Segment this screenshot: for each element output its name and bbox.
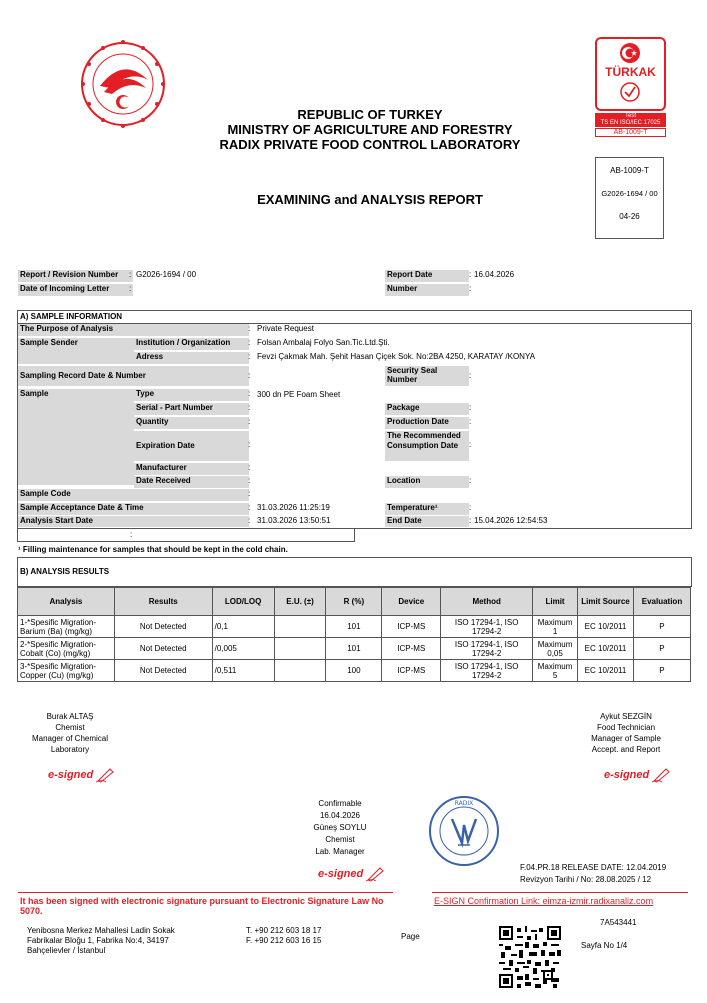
crescent-star-icon — [619, 42, 641, 64]
col-limit: Limit — [533, 588, 578, 616]
ministry-logo — [80, 36, 166, 132]
analysis-start-value: 31.03.2026 13:50:51 — [257, 516, 331, 525]
report-revision-value: G2026-1694 / 00 — [136, 270, 197, 279]
center-signatory: Confirmable 16.04.2026 Güneş SOYLU Chemist Lab. Manager — [313, 799, 367, 856]
blank-field — [17, 529, 355, 542]
turkak-code: AB-1009-T — [595, 128, 666, 137]
col-results: Results — [114, 588, 212, 616]
ref-report-number: G2026-1694 / 00 — [601, 189, 658, 198]
report-date-value: 16.04.2026 — [474, 270, 515, 279]
ref-accreditation: AB-1009-T — [610, 166, 649, 175]
report-title: EXAMINING and ANALYSIS REPORT — [257, 192, 483, 207]
sample-label: Sample — [18, 389, 134, 485]
sample-code-label: Sample Code — [18, 489, 249, 501]
recommended-label: The Recommended Consumption Date — [385, 431, 469, 461]
esign-confirmation-link[interactable]: E-SIGN Confirmation Link: eimza-izmir.radixanaliz.com — [434, 896, 654, 906]
security-seal-label: Security Seal Number — [385, 366, 469, 386]
qr-code-icon[interactable] — [499, 926, 561, 988]
form-revision: Revizyon Tarihi / No: 28.08.2025 / 12 — [520, 875, 652, 884]
turkak-brand: TÜRKAK — [605, 65, 656, 79]
turkak-logo — [595, 37, 664, 141]
adress-value: Fevzi Çakmak Mah. Şehit Hasan Çiçek Sok. No:2BA 4250, KARATAY /KONYA — [257, 352, 536, 361]
pen-icon — [652, 767, 672, 783]
package-label: Package — [385, 403, 469, 415]
production-label: Production Date — [385, 417, 469, 429]
table-row: 2-*Spesific Migration-Cobalt (Co) (mg/kg) Not Detected /0,005 101 ICP-MS ISO 17294-1, ISO 17294-2 Maximum 0,05 EC 10/2011 P — [18, 638, 691, 660]
company-address: Yenibosna Merkez Mahallesi Ladin Sokak Fabrikalar Bloğu 1, Fabrika No:4, 34197 Bahçelievler / İstanbul — [27, 926, 175, 955]
header-line-1: REPUBLIC OF TURKEY — [297, 107, 443, 122]
header-line-2: MINISTRY OF AGRICULTURE AND FORESTRY — [227, 122, 513, 137]
number-label: Number — [385, 284, 469, 296]
purpose-label: The Purpose of Analysis — [18, 324, 249, 336]
center-esigned: e-signed — [318, 866, 386, 882]
results-section — [17, 557, 692, 587]
temperature-label: Temperature¹ — [385, 503, 469, 515]
check-circle-icon — [619, 81, 641, 103]
reference-box — [595, 157, 664, 239]
col-r: R (%) — [326, 588, 382, 616]
table-row: 3-*Spesific Migration-Copper (Cu) (mg/kg) Not Detected /0,511 100 ICP-MS ISO 17294-1, ISO 17294-2 Maximum 5 EC 10/2011 P — [18, 660, 691, 682]
col-device: Device — [382, 588, 441, 616]
svg-text:RADIX: RADIX — [454, 800, 474, 807]
pen-icon — [366, 866, 386, 882]
right-signatory: Aykut SEZGİN Food Technician Manager of Sample Accept. and Report — [591, 712, 661, 754]
sampling-record-label: Sampling Record Date & Number — [18, 366, 249, 386]
type-value: 300 dn PE Foam Sheet — [257, 390, 341, 399]
col-evaluation: Evaluation — [633, 588, 690, 616]
institution-label: Institution / Organization — [134, 338, 249, 350]
left-esigned: e-signed — [48, 767, 116, 783]
report-revision-label: Report / Revision Number — [18, 270, 133, 282]
sample-info-title: A) SAMPLE INFORMATION — [20, 312, 123, 321]
right-esigned: e-signed — [604, 767, 672, 783]
results-table — [17, 587, 691, 682]
col-lod: LOD/LOQ — [212, 588, 274, 616]
pen-icon — [96, 767, 116, 783]
adress-label: Adress — [134, 352, 249, 364]
col-analysis: Analysis — [18, 588, 115, 616]
purpose-value: Private Request — [257, 324, 314, 333]
serial-label: Serial - Part Number — [134, 403, 249, 415]
page-label: Page — [401, 932, 420, 941]
form-release: F.04.PR.18 RELEASE DATE: 12.04.2019 — [520, 863, 667, 872]
esign-law-text: It has been signed with electronic signature pursuant to Electronic Signature Law No 5070. — [20, 896, 384, 916]
col-eu: E.U. (±) — [274, 588, 326, 616]
left-signatory: Burak ALTAŞ Chemist Manager of Chemical Laboratory — [31, 712, 109, 754]
date-received-label: Date Received — [134, 476, 249, 488]
manufacturer-label: Manufacturer — [134, 463, 249, 475]
results-header-row — [18, 588, 691, 616]
end-date-label: End Date — [385, 516, 469, 527]
institution-value: Folsan Ambalaj Folyo San.Tic.Ltd.Şti. — [257, 338, 390, 347]
acceptance-label: Sample Acceptance Date & Time — [18, 503, 249, 515]
cold-chain-footnote: ¹ Filling maintenance for samples that should be kept in the cold chain. — [18, 545, 288, 554]
sample-sender-label: Sample Sender — [18, 338, 134, 364]
end-date-value: 15.04.2026 12:54:53 — [474, 516, 548, 525]
expiration-label: Expiration Date — [134, 431, 249, 461]
results-title: B) ANALYSIS RESULTS — [20, 567, 110, 576]
type-label: Type — [134, 389, 249, 401]
page-number: Sayfa No 1/4 — [581, 941, 628, 950]
acceptance-value: 31.03.2026 11:25:19 — [257, 503, 330, 512]
turkak-test-label: Test TS EN ISO/IEC 17025 — [595, 113, 666, 127]
analysis-start-label: Analysis Start Date — [18, 516, 249, 527]
table-row: 1-*Spesific Migration-Barium (Ba) (mg/kg) Not Detected /0,1 101 ICP-MS ISO 17294-1, ISO 17294-2 Maximum 1 EC 10/2011 P — [18, 616, 691, 638]
quantity-label: Quantity — [134, 417, 249, 429]
header-line-3: RADIX PRIVATE FOOD CONTROL LABORATORY — [219, 137, 521, 152]
company-phone: T. +90 212 603 18 17 F. +90 212 603 16 15 — [246, 926, 322, 945]
col-method: Method — [441, 588, 533, 616]
radix-stamp-icon — [428, 795, 500, 867]
header-titles — [170, 107, 570, 152]
report-date-label: Report Date — [385, 270, 469, 282]
location-label: Location — [385, 476, 469, 488]
incoming-letter-label: Date of Incoming Letter — [18, 284, 133, 296]
ref-period: 04-26 — [619, 212, 640, 221]
col-limit-source: Limit Source — [578, 588, 634, 616]
verification-code: 7A543441 — [600, 918, 637, 927]
